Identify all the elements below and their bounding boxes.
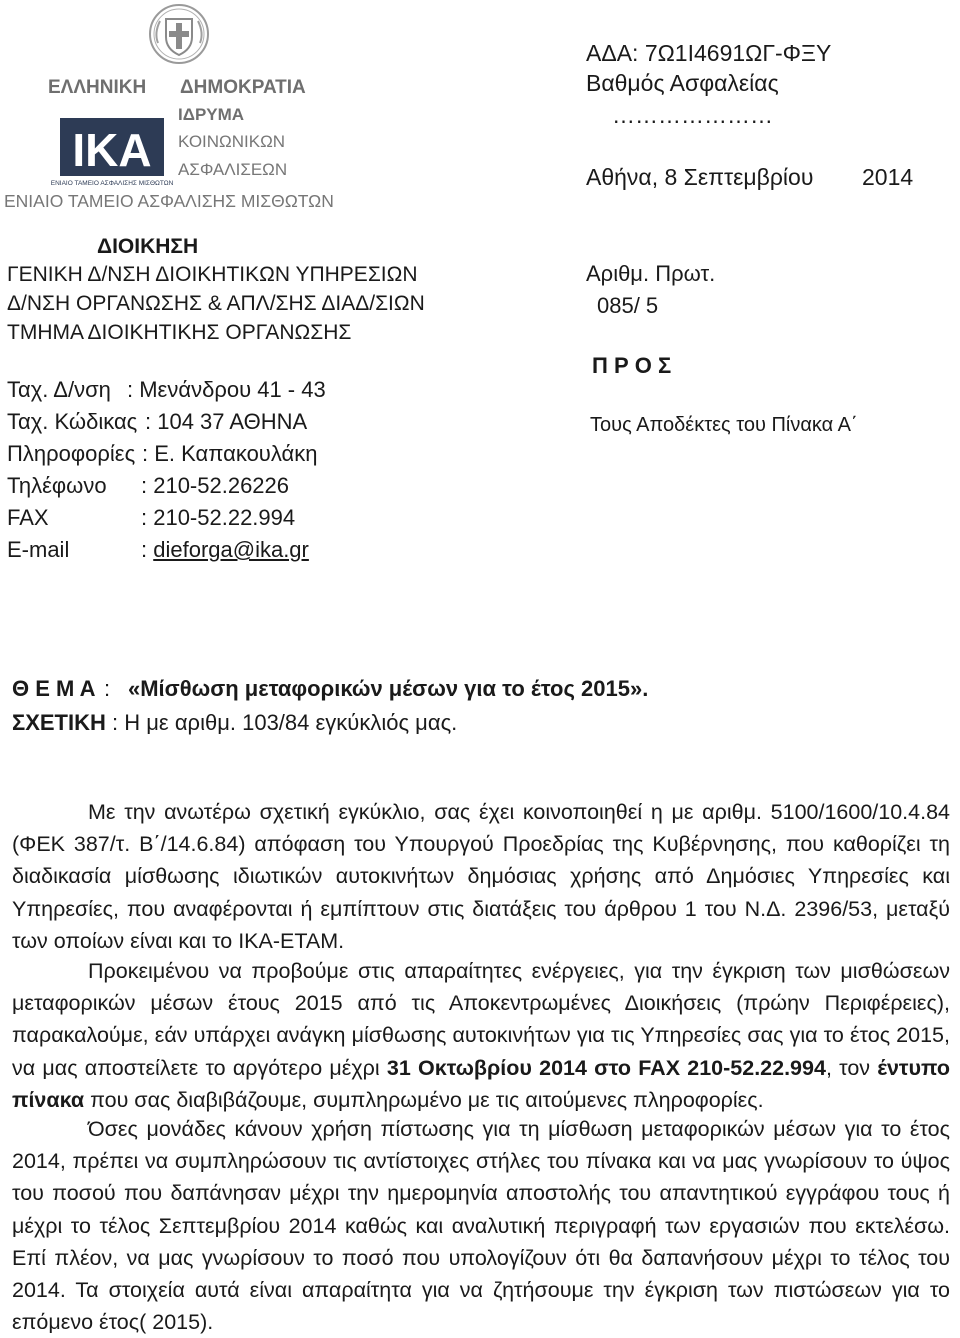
department-section: ΤΜΗΜΑ ΔΙΟΙΚΗΤΙΚΗΣ ΟΡΓΑΝΩΣΗΣ: [7, 321, 352, 344]
to-label: Π Ρ Ο Σ: [592, 353, 672, 378]
country-left: ΕΛΛΗΝΙΚΗ: [48, 77, 147, 98]
paragraph-2: [12, 955, 950, 1116]
subject-label: Θ Ε Μ Α: [12, 676, 96, 701]
paragraph-3: [12, 1113, 950, 1338]
email-row: [141, 536, 309, 564]
paragraph-2-text-a: Προκειμένου να προβούμε στις απαραίτητες ενέργειες, για την έγκριση των μισθώσεων μεταφορικών μέσων έτους 2015 από τις Αποκεντρωμένες Διοικήσεις (πρώην Περιφέρειες), παρακαλούμε, εάν υπάρχει ανάγκη μίσθωσης αυτοκινήτων για τις Υπηρεσίες σας για το έτος 2015, να μας αποστείλετε το αργότερο μέχρι: [12, 959, 950, 1080]
date: Αθήνα, 8 Σεπτεμβρίου: [586, 164, 814, 190]
address-value: : Μενάνδρου 41 - 43: [127, 377, 326, 402]
greek-emblem-icon: [148, 3, 210, 65]
postal-code-label: Ταχ. Κώδικας: [7, 409, 138, 434]
address-label: Ταχ. Δ/νση: [7, 377, 111, 402]
paragraph-2-text-c: , τον: [825, 1055, 878, 1080]
subject-text: «Μίσθωση μεταφορικών μέσων για το έτος 2015».: [128, 676, 649, 701]
department-general-directorate: ΓΕΝΙΚΗ Δ/ΝΣΗ ΔΙΟΙΚΗΤΙΚΩΝ ΥΠΗΡΕΣΙΩΝ: [7, 263, 418, 286]
paragraph-2-deadline: 31 Οκτωβρίου 2014 στο FAX 210-52.22.994: [386, 1055, 826, 1080]
fax-label: FAX: [7, 505, 49, 530]
paragraph-1: [12, 796, 950, 957]
paragraph-1-text: Με την ανωτέρω σχετική εγκύκλιο, σας έχει κοινοποιηθεί η με αριθμ. 5100/1600/10.4.84 (ΦΕΚ 387/τ. Β΄/14.6.84) απόφαση του Υπουργού Προεδρίας της Κυβέρνησης, που καθορίζει τη διαδικασία μίσθωσης ιδιωτικών αυτοκινήτων δημόσιας χρήσης από Δημόσιες Υπηρεσίες και Υπηρεσίες, που αναφέρονται ή εμπίπτουν στις διατάξεις του άρθρου 1 του Ν.Δ. 2396/53, μεταξύ των οποίων είναι και το ΙΚΑ-ΕΤΑΜ.: [12, 800, 950, 953]
info-label: Πληροφορίες: [7, 441, 136, 466]
paragraph-2-form: έντυπο πίνακα: [12, 1055, 951, 1112]
fax-value: : 210-52.22.994: [141, 505, 296, 530]
phone-value: : 210-52.26226: [141, 473, 290, 498]
department-directorate: Δ/ΝΣΗ ΟΡΓΑΝΩΣΗΣ & ΑΠΛ/ΣΗΣ ΔΙΑΔ/ΣΙΩΝ: [7, 292, 425, 315]
subject-colon: :: [104, 676, 111, 701]
security-level: Βαθμός Ασφαλείας: [586, 70, 779, 96]
country-right: ΔΗΜΟΚΡΑΤΙΑ: [180, 77, 306, 98]
institution-line-3: ΑΣΦΑΛΙΣΕΩΝ: [178, 160, 288, 179]
recipients: Τους Αποδέκτες του Πίνακα Α΄: [590, 414, 858, 436]
related-text: : Η με αριθμ. 103/84 εγκύκλιός μας.: [112, 710, 458, 735]
paragraph-3-text: Όσες μονάδες κάνουν χρήση πίστωσης για τη μίσθωση μεταφορικών μέσων για το έτος 2014, πρέπει να συμπληρώσουν τις αντίστοιχες στήλες του πίνακα και να μας γνωρίσουν το ύψος του ποσού που δαπάνησαν μέχρι την ημερομηνία αποστολής του απαντητικού εγγράφου τους ή μέχρι το τέλος Σεπτεμβρίου 2014 καθώς και αναλυτική περιγραφή των εργασιών που εκτελέσω. Επί πλέον, να μας γνωρίσουν το ποσό που υπολογίζουν ότι θα δαπανήσουν μέχρι το τέλος του 2014. Τα στοιχεία αυτά είναι απαραίτητα για να ζητήσουμε την έγκριση των πιστώσεων για το επόμενο έτος( 2015).: [12, 1117, 950, 1335]
institution-line-1: ΙΔΡΥΜΑ: [178, 105, 245, 124]
email-label: E-mail: [7, 537, 70, 562]
related-label: ΣΧΕΤΙΚΗ: [12, 710, 106, 735]
email-colon: :: [141, 537, 154, 562]
protocol-number: 085/ 5: [597, 293, 659, 318]
ika-logo-subtext: ΕΝΙΑΙΟ ΤΑΜΕΙΟ ΑΣΦΑΛΙΣΗΣ ΜΙΣΘΩΤΩΝ: [50, 180, 174, 187]
ada-code: ΑΔΑ: 7Ω1Ι4691ΩΓ-ΦΞΥ: [586, 40, 832, 66]
email-link[interactable]: dieforga@ika.gr: [153, 537, 309, 562]
institution-line-2: ΚΟΙΝΩΝΙΚΩΝ: [178, 132, 286, 151]
department-administration: ΔΙΟΙΚΗΣΗ: [97, 235, 199, 258]
protocol-label: Αριθμ. Πρωτ.: [586, 261, 716, 286]
ika-logo-text: ΙΚΑ: [72, 124, 152, 176]
info-value: : Ε. Καπακουλάκη: [142, 441, 318, 466]
ika-logo: [50, 118, 174, 188]
security-dots: …………………: [612, 102, 773, 128]
phone-label: Τηλέφωνο: [7, 473, 107, 498]
paragraph-2-text-e: που σας διαβιβάζουμε, συμπληρωμένο με τις αιτούμενες πληροφορίες.: [84, 1087, 764, 1112]
date-year: 2014: [862, 164, 914, 190]
postal-code-value: : 104 37 ΑΘΗΝΑ: [145, 409, 308, 434]
fund-name: ΕΝΙΑΙΟ ΤΑΜΕΙΟ ΑΣΦΑΛΙΣΗΣ ΜΙΣΘΩΤΩΝ: [4, 191, 334, 211]
related-row: [12, 709, 457, 737]
